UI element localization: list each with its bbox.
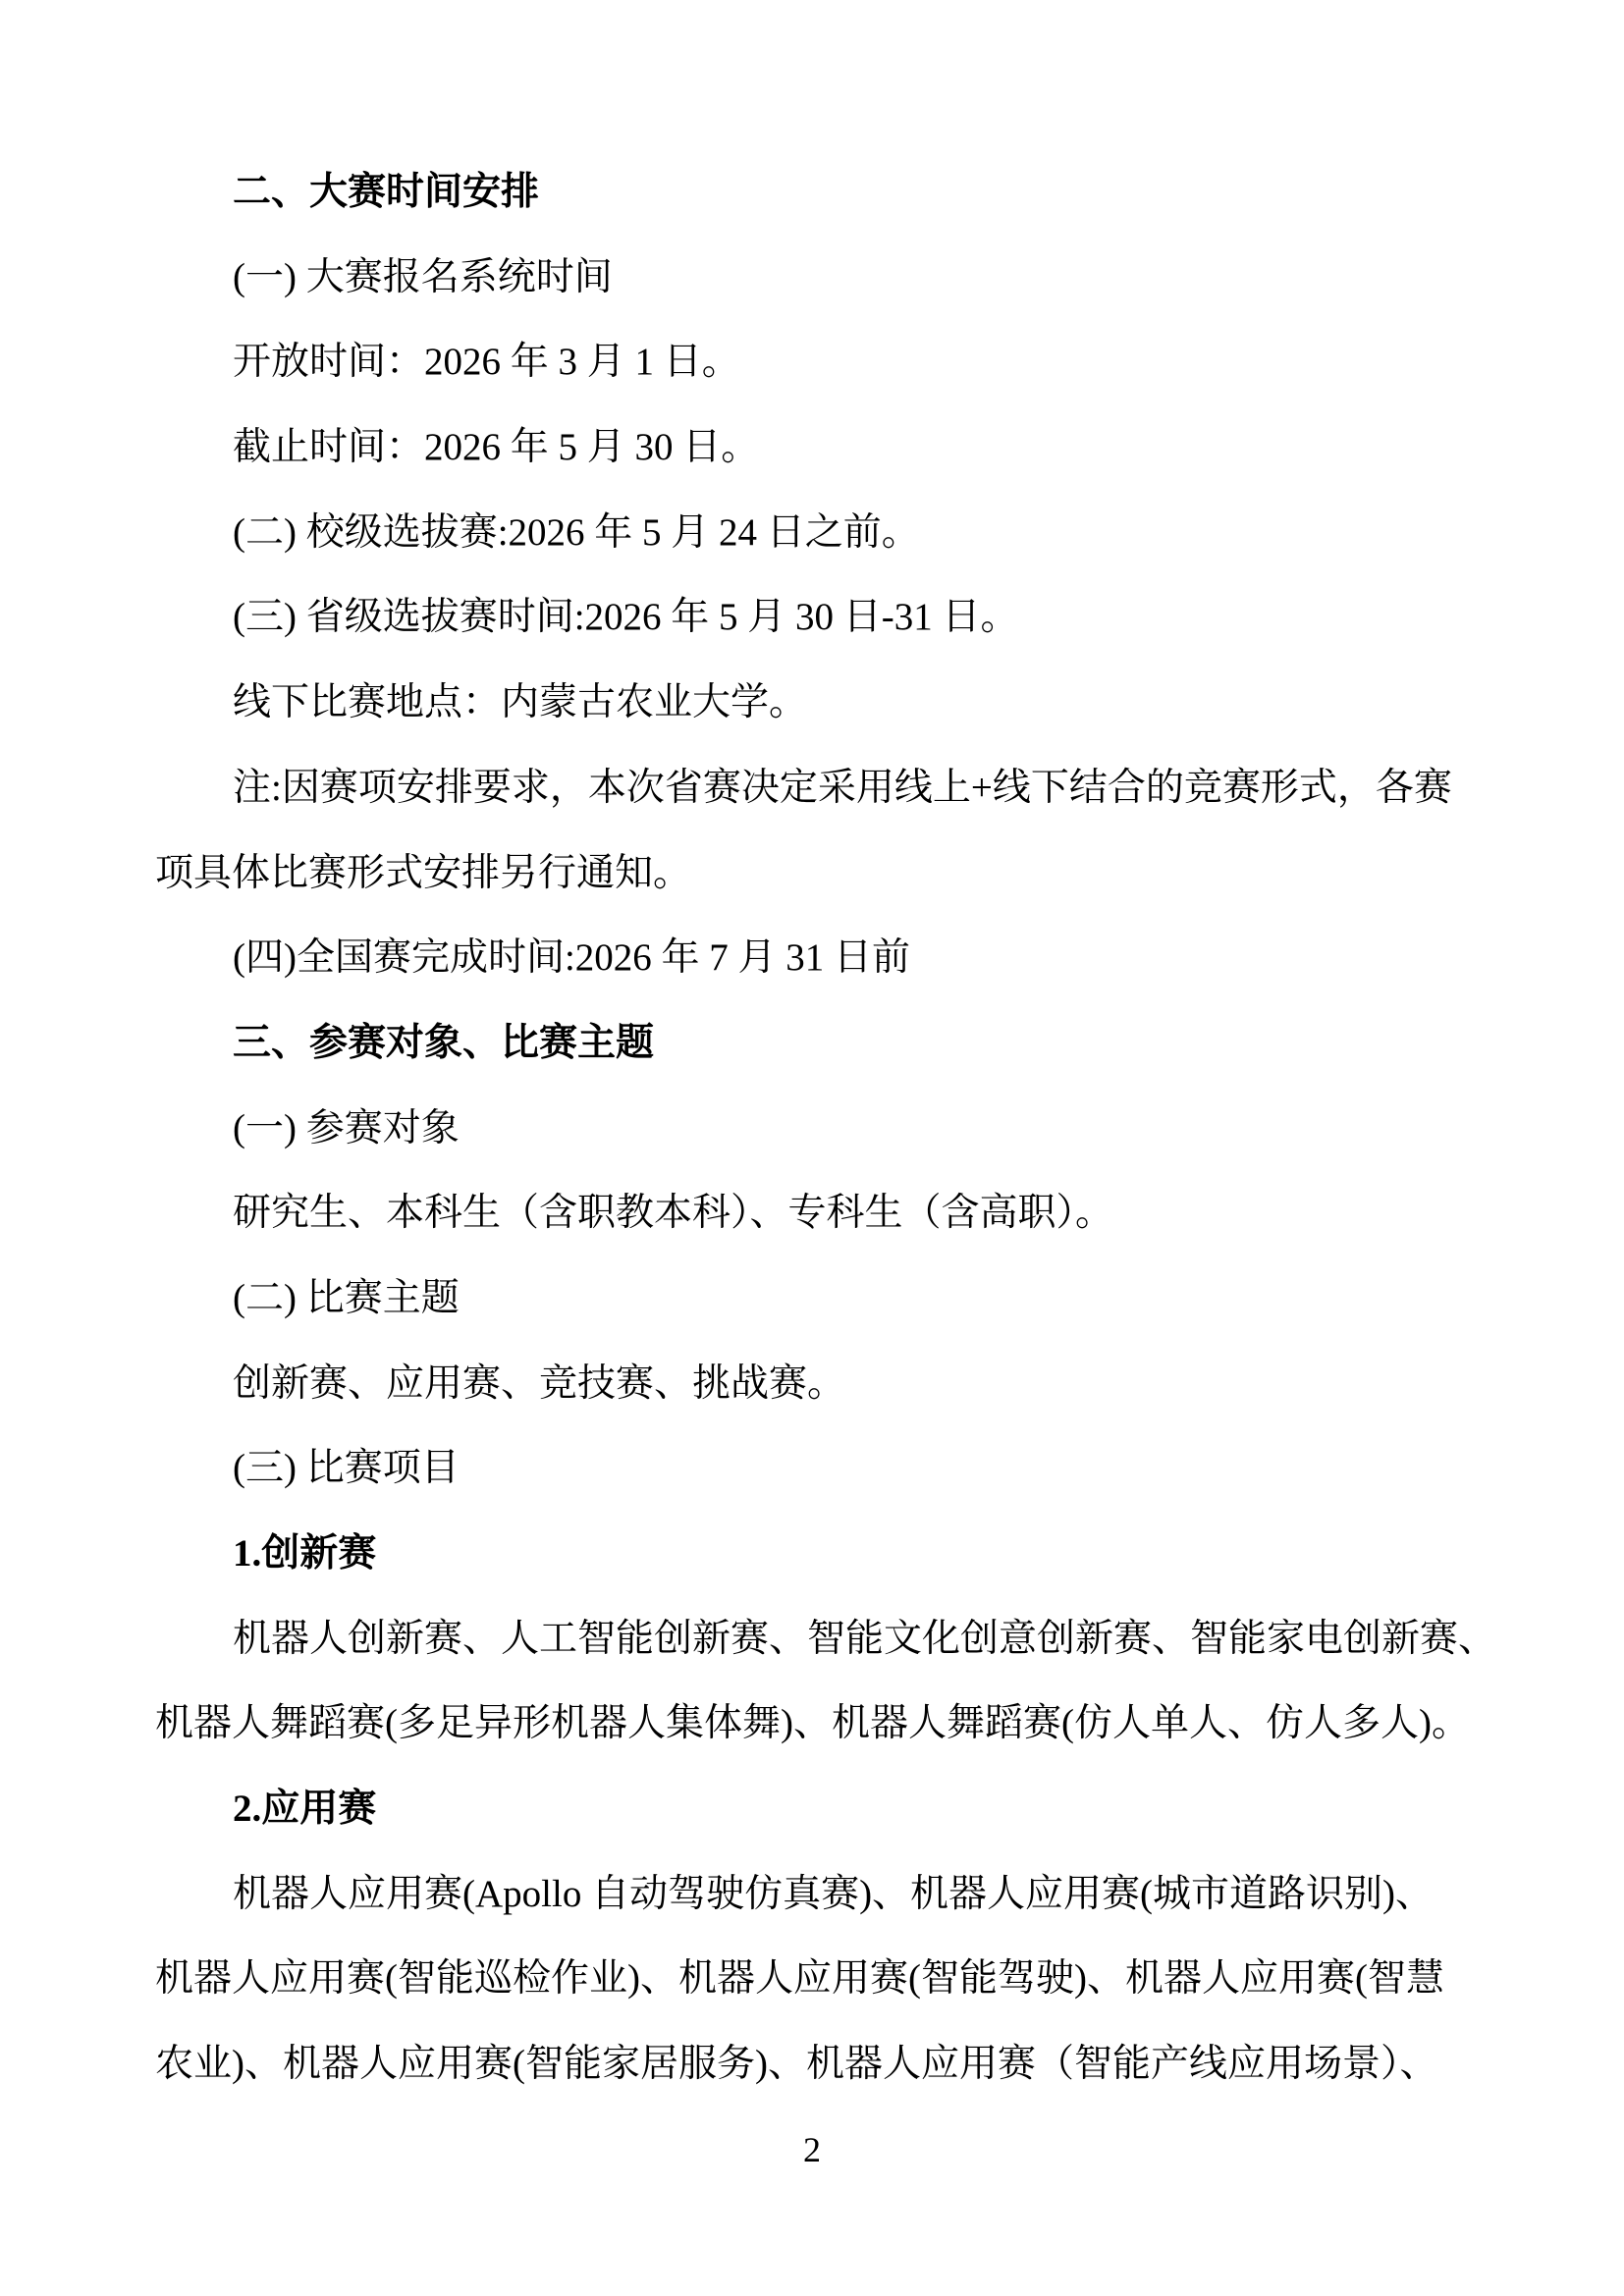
- text-line: 截止时间：2026 年 5 月 30 日。: [233, 426, 760, 469]
- text-line: (一) 大赛报名系统时间: [233, 255, 613, 298]
- page-number: 2: [803, 2130, 821, 2169]
- text-line: 项具体比赛形式安排另行通知。: [155, 851, 692, 894]
- section-heading: 三、参赛对象、比赛主题: [233, 1021, 655, 1064]
- text-line: 线下比赛地点：内蒙古农业大学。: [233, 681, 808, 724]
- text-line: (二) 校级选拔赛:2026 年 5 月 24 日之前。: [233, 510, 920, 554]
- text-line: (四)全国赛完成时间:2026 年 7 月 31 日前: [233, 936, 911, 980]
- text-line: 机器人创新赛、人工智能创新赛、智能文化创意创新赛、智能家电创新赛、: [233, 1617, 1497, 1660]
- text-line: 开放时间：2026 年 3 月 1 日。: [233, 341, 740, 384]
- section-heading: 二、大赛时间安排: [233, 171, 540, 213]
- text-line: (三) 比赛项目: [233, 1447, 460, 1490]
- text-line: 机器人应用赛(Apollo 自动驾驶仿真赛)、机器人应用赛(城市道路识别)、: [233, 1872, 1435, 1915]
- text-line: 机器人应用赛(智能巡检作业)、机器人应用赛(智能驾驶)、机器人应用赛(智慧: [155, 1957, 1444, 2001]
- text-line: 机器人舞蹈赛(多足异形机器人集体舞)、机器人舞蹈赛(仿人单人、仿人多人)。: [155, 1702, 1470, 1745]
- text-line: 注:因赛项安排要求，本次省赛决定采用线上+线下结合的竞赛形式，各赛: [233, 766, 1452, 809]
- text-line: (二) 比赛主题: [233, 1276, 460, 1319]
- text-line: 创新赛、应用赛、竞技赛、挑战赛。: [233, 1362, 846, 1405]
- text-line: (一) 参赛对象: [233, 1106, 460, 1149]
- text-line: (三) 省级选拔赛时间:2026 年 5 月 30 日-31 日。: [233, 596, 1019, 639]
- text-line: 农业)、机器人应用赛(智能家居服务)、机器人应用赛（智能产线应用场景）、: [155, 2043, 1438, 2086]
- section-heading: 1.创新赛: [233, 1532, 377, 1575]
- section-heading: 2.应用赛: [233, 1788, 377, 1831]
- text-line: 研究生、本科生（含职教本科）、专科生（含高职）。: [233, 1192, 1114, 1235]
- document-content: [155, 150, 1497, 2108]
